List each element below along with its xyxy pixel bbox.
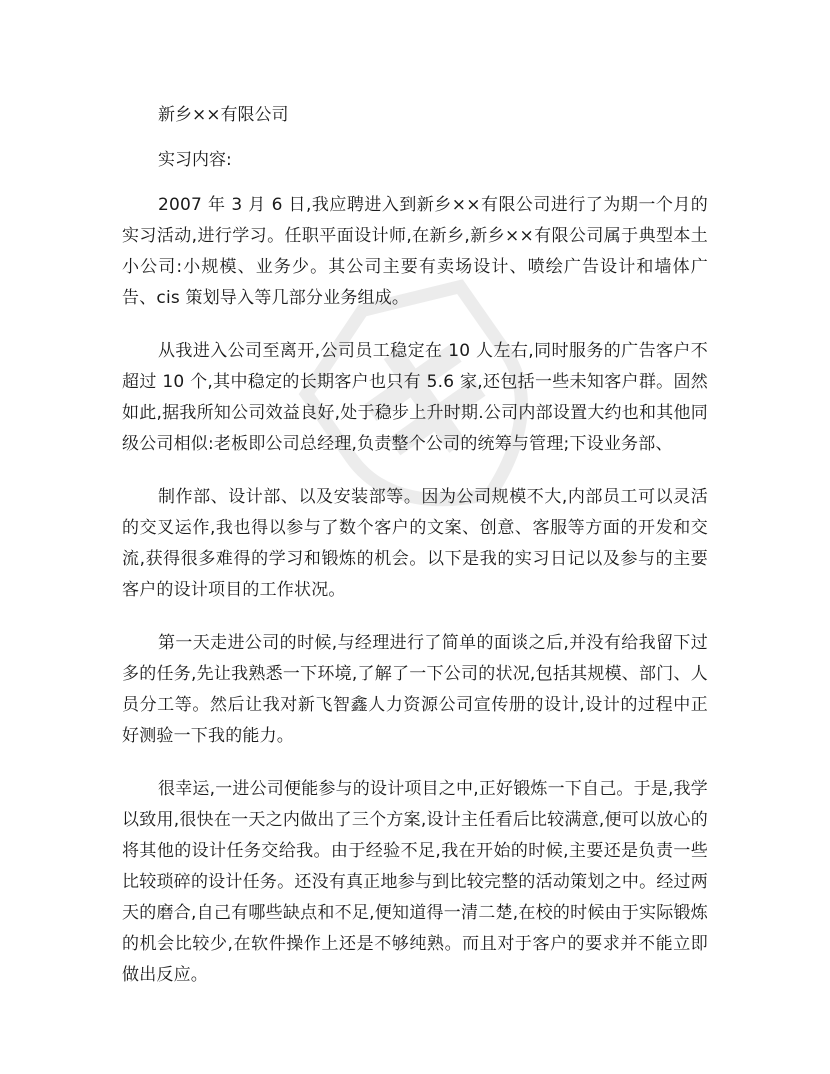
paragraph-4: 第一天走进公司的时候,与经理进行了简单的面谈之后,并没有给我留下过多的任务,先让我熟悉一下环境,了解了一下公司的状况,包括其规模、部门、人员分工等。然后让我对新飞智鑫人力资源公司宣传册的设计,设计的过程中正好测验一下我的能力。 [122, 633, 708, 746]
paragraph-1: 2007 年 3 月 6 日,我应聘进入到新乡××有限公司进行了为期一个月的实习活动,进行学习。任职平面设计师,在新乡,新乡××有限公司属于典型本土小公司:小规模、业务少。其公司主要有卖场设计、喷绘广告设计和墙体广告、cis 策划导入等几部分业务组成。 [122, 195, 708, 308]
paragraph-3: 制作部、设计部、以及安装部等。因为公司规模不大,内部员工可以灵活的交叉运作,我也得以参与了数个客户的文案、创意、客服等方面的开发和交流,获得很多难得的学习和锻炼的机会。以下是我的实习日记以及参与的主要客户的设计项目的工作状况。 [122, 487, 708, 600]
section-label: 实习内容: [158, 150, 232, 170]
paragraph-2: 从我进入公司至离开,公司员工稳定在 10 人左右,同时服务的广告客户不超过 10 个,其中稳定的长期客户也只有 5.6 家,还包括一些未知客户群。固然如此,据我所知公司效益良好,处于稳步上升时期.公司内部设置大约也和其他同级公司相似:老板即公司总经理,负责整个公司的统筹与管理;下设业务部、 [122, 341, 708, 454]
document-body [122, 100, 708, 991]
paragraph-5: 很幸运,一进公司便能参与的设计项目之中,正好锻炼一下自己。于是,我学以致用,很快在一天之内做出了三个方案,设计主任看后比较满意,便可以放心的将其他的设计任务交给我。由于经验不足,我在开始的时候,主要还是负责一些比较琐碎的设计任务。还没有真正地参与到比较完整的活动策划之中。经过两天的磨合,自己有哪些缺点和不足,便知道得一清二楚,在校的时候由于实际锻炼的机会比较少,在软件操作上还是不够纯熟。而且对于客户的要求并不能立即做出反应。 [122, 779, 709, 985]
company-name: 新乡××有限公司 [158, 105, 289, 125]
